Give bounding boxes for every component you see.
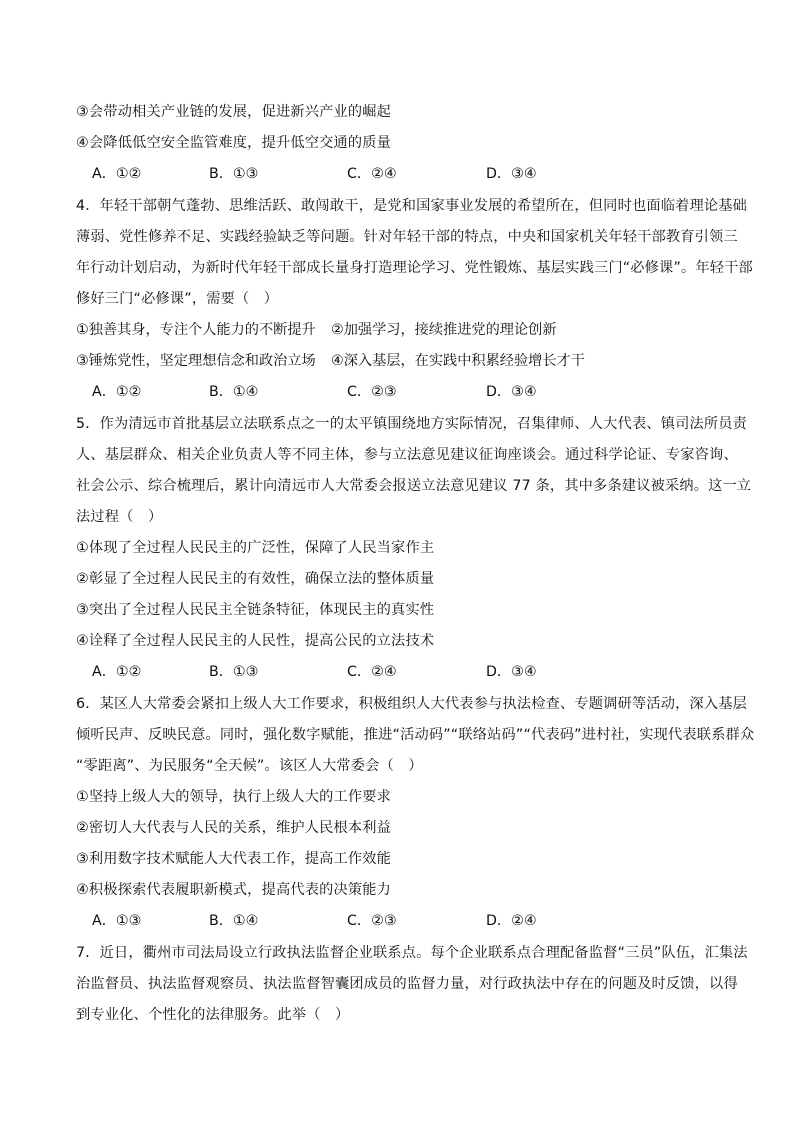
q5-statement-4: ④诠释了全过程人民民主的人民性，提高公民的立法技术 bbox=[76, 633, 435, 649]
q7-stem-line-3: 到专业化、个性化的法律服务。此举（ ） bbox=[76, 1007, 350, 1023]
q3-statement-4: ④会降低低空安全监管难度，提升低空交通的质量 bbox=[76, 135, 392, 151]
option-d: D．③④ bbox=[486, 664, 537, 680]
option-a: A．①② bbox=[92, 664, 142, 680]
q4-statement-2: ②加强学习，接续推进党的理论创新 bbox=[331, 322, 557, 338]
q5-statement-1: ①体现了全过程人民民主的广泛性，保障了人民当家作主 bbox=[76, 540, 435, 556]
q4-statement-3: ③锤炼党性，坚定理想信念和政治立场 bbox=[76, 353, 316, 369]
q5-stem-line-1: 5．作为清远市首批基层立法联系点之一的太平镇围绕地方实际情况，召集律师、人大代表、镇司法所员责 bbox=[76, 416, 748, 432]
option-b: B．①④ bbox=[209, 913, 259, 929]
q7-stem-line-2: 治监督员、执法监督观察员、执法监督智囊团成员的监督力量，对行政执法中存在的问题及时反馈，以得 bbox=[76, 976, 738, 992]
option-a: A．①② bbox=[92, 384, 142, 400]
q4-stem-line-4: 修好三门“必修课”，需要（ ） bbox=[76, 291, 279, 307]
q4-options bbox=[92, 382, 732, 402]
q5-statement-3: ③突出了全过程人民民主全链条特征，体现民主的真实性 bbox=[76, 602, 435, 618]
q6-stem-line-1: 6．某区人大常委会紧扣上级人大工作要求，积极组织人大代表参与执法检查、专题调研等活动，深入基层 bbox=[76, 696, 748, 712]
q6-statement-1: ①坚持上级人大的领导，执行上级人大的工作要求 bbox=[76, 789, 392, 805]
option-b: B．①③ bbox=[209, 166, 259, 182]
q5-stem-line-3: 社会公示、综合梳理后，累计向清远市人大常委会报送立法意见建议 77 条，其中多条建议被采纳。这一立 bbox=[76, 478, 752, 494]
option-c: C．②④ bbox=[347, 166, 397, 182]
option-b: B．①④ bbox=[209, 384, 259, 400]
q5-statement-2: ②彰显了全过程人民民主的有效性，确保立法的整体质量 bbox=[76, 571, 435, 587]
q3-options bbox=[92, 164, 732, 184]
q3-statement-3: ③会带动相关产业链的发展，促进新兴产业的崛起 bbox=[76, 104, 392, 120]
q6-stem-line-2: 倾听民声、反映民意。同时，强化数字赋能，推进“活动码”“联络站码”“代表码”进村社，实现代表联系群众 bbox=[76, 727, 755, 743]
option-d: D．③④ bbox=[486, 166, 537, 182]
q6-stem-line-3: “零距离”、为民服务“全天候”。该区人大常委会（ ） bbox=[76, 758, 423, 774]
q4-statement-4: ④深入基层，在实践中积累经验增长才干 bbox=[331, 353, 585, 369]
q6-statement-4: ④积极探索代表履职新模式，提高代表的决策能力 bbox=[76, 882, 392, 898]
option-d: D．②④ bbox=[486, 913, 537, 929]
q5-stem-line-2: 人、基层群众、相关企业负责人等不同主体，参与立法意见建议征询座谈会。通过科学论证、专家咨询、 bbox=[76, 447, 738, 463]
option-a: A．①③ bbox=[92, 913, 142, 929]
q4-stem-line-1: 4．年轻干部朝气蓬勃、思维活跃、敢闯敢干，是党和国家事业发展的希望所在，但同时也面临着理论基础 bbox=[76, 198, 748, 214]
q4-stem-line-2: 薄弱、党性修养不足、实践经验缺乏等问题。针对年轻干部的特点，中央和国家机关年轻干部教育引领三 bbox=[76, 229, 738, 245]
option-b: B．①③ bbox=[209, 664, 259, 680]
q4-statement-1: ①独善其身，专注个人能力的不断提升 bbox=[76, 322, 316, 338]
q5-stem-line-4: 法过程（ ） bbox=[76, 509, 163, 525]
option-a: A．①② bbox=[92, 166, 142, 182]
q4-statements-row-2 bbox=[76, 351, 726, 371]
q6-options bbox=[92, 911, 732, 931]
option-d: D．③④ bbox=[486, 384, 537, 400]
q6-statement-2: ②密切人大代表与人民的关系，维护人民根本利益 bbox=[76, 820, 392, 836]
option-c: C．②③ bbox=[347, 384, 397, 400]
option-c: C．②④ bbox=[347, 664, 397, 680]
q6-statement-3: ③利用数字技术赋能人大代表工作，提高工作效能 bbox=[76, 851, 392, 867]
q7-stem-line-1: 7．近日，衢州市司法局设立行政执法监督企业联系点。每个企业联系点合理配备监督“三员”队伍，汇集法 bbox=[76, 945, 748, 961]
q4-statements-row-1 bbox=[76, 320, 726, 340]
option-c: C．②③ bbox=[347, 913, 397, 929]
q5-options bbox=[92, 662, 732, 682]
q4-stem-line-3: 年行动计划启动，为新时代年轻干部成长量身打造理论学习、党性锻炼、基层实践三门“必修课”。年轻干部 bbox=[76, 260, 753, 276]
